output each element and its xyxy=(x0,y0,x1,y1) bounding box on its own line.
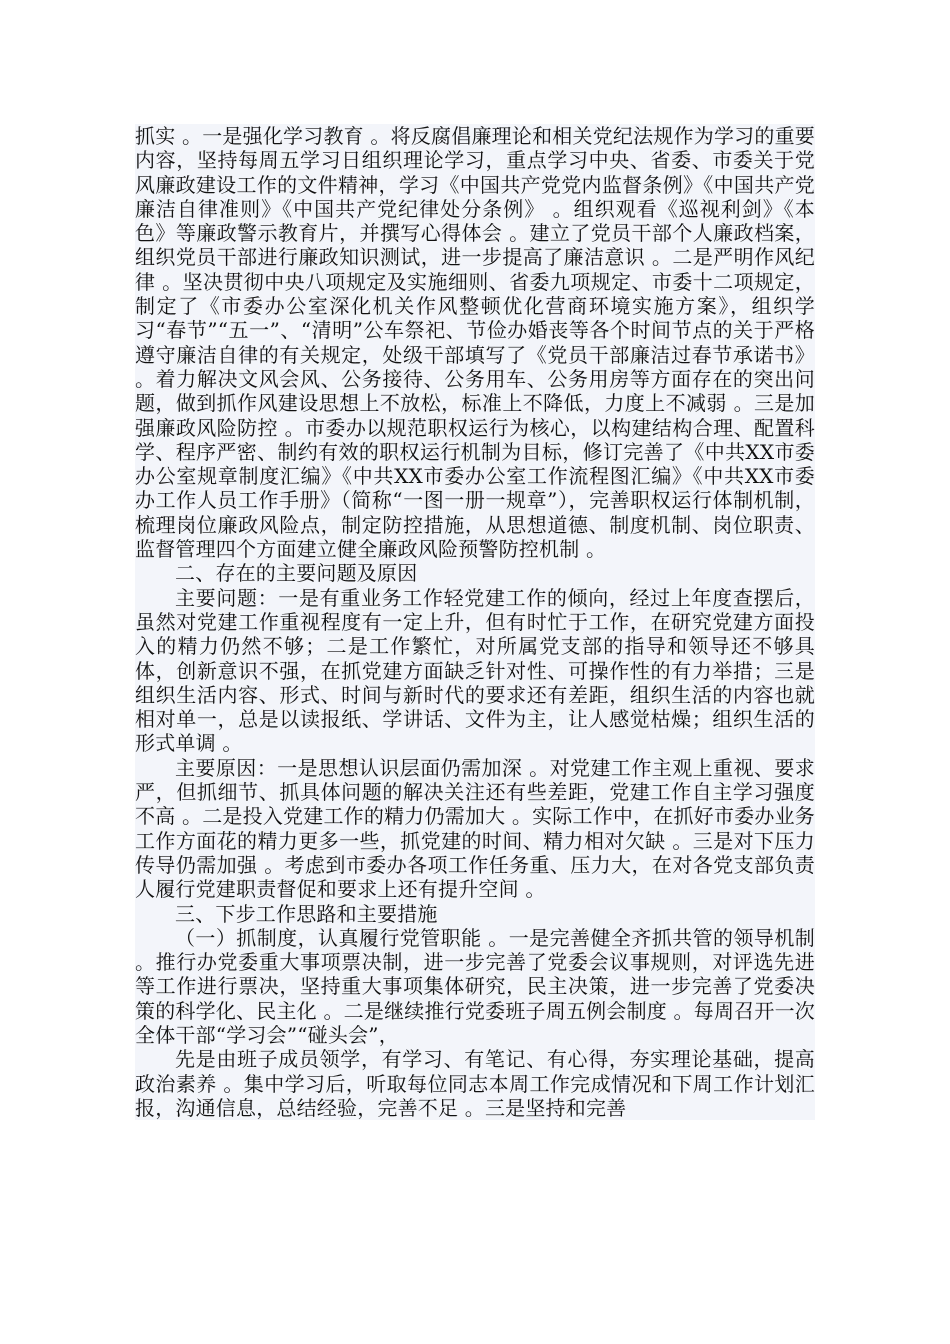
paragraph-main-causes: 主要原因：一是思想认识层面仍需加深 。对党建工作主观上重视、要求严，但抓细节、抓具体问题的解决关注还有些差距，党建工作自主学习强度不高 。二是投入党建工作的精力仍需加大 。实际工作中，在抓好市委办业务工作方面花的精力更多一些，抓党建的时间、精力相对欠缺 。三是对下压力传导仍需加强 。考虑到市委办各项工作任务重、压力大，在对各党支部负责人履行党建职责督促和要求上还有提升空间 。 xyxy=(135,755,815,902)
section-heading-problems: 二、存在的主要问题及原因 xyxy=(135,561,815,585)
paragraph-system-measures: （一）抓制度，认真履行党管职能 。一是完善健全齐抓共管的领导机制 。推行办党委重大事项票决制，进一步完善了党委会议事规则，对评选先进等工作进行票决，坚持重大事项集体研究，民主决策，进一步完善了党委决策的科学化、民主化 。二是继续推行党委班子周五例会制度 。每周召开一次全体干部“学习会”“碰头会”， xyxy=(135,925,815,1047)
paragraph-study-meeting: 先是由班子成员领学，有学习、有笔记、有心得，夯实理论基础，提高政治素养 。集中学习后，听取每位同志本周工作完成情况和下周工作计划汇报，沟通信息，总结经验，完善不足 。三是坚持和完善 xyxy=(135,1047,815,1120)
paragraph-main-problems: 主要问题：一是有重业务工作轻党建工作的倾向，经过上年度查摆后，虽然对党建工作重视程度有一定上升，但有时忙于工作，在研究党建方面投入的精力仍然不够；二是工作繁忙，对所属党支部的指导和领导还不够具体，创新意识不强，在抓党建方面缺乏针对性、可操作性的有力举措；三是组织生活内容、形式、时间与新时代的要求还有差距，组织生活的内容也就相对单一，总是以读报纸、学讲话、文件为主，让人感觉枯燥；组织生活的形式单调 。 xyxy=(135,585,815,756)
document-body xyxy=(135,124,815,1120)
paragraph-anti-corruption-measures: 抓实 。一是强化学习教育 。将反腐倡廉理论和相关党纪法规作为学习的重要内容，坚持每周五学习日组织理论学习，重点学习中央、省委、市委关于党风廉政建设工作的文件精神，学习《中国共产党党内监督条例》《中国共产党廉洁自律准则》《中国共产党纪律处分条例》 。组织观看《巡视利剑》《本色》等廉政警示教育片，并撰写心得体会 。建立了党员干部个人廉政档案，组织党员干部进行廉政知识测试，进一步提高了廉洁意识 。二是严明作风纪律 。坚决贯彻中央八项规定及实施细则、省委九项规定、市委十二项规定，制定了《市委办公室深化机关作风整顿优化营商环境实施方案》，组织学习“春节”“五一”、“清明”公车祭祀、节俭办婚丧等各个时间节点的关于严格遵守廉洁自律的有关规定，处级干部填写了《党员干部廉洁过春节承诺书》 。着力解决文风会风、公务接待、公务用车、公务用房等方面存在的突出问题，做到抓作风建设思想上不放松，标准上不降低，力度上不减弱 。三是加强廉政风险防控 。市委办以规范职权运行为核心，以构建结构合理、配置科学、程序严密、制约有效的职权运行机制为目标，修订完善了《中共XX市委办公室规章制度汇编》《中共XX市委办公室工作流程图汇编》《中共XX市委办工作人员工作手册》（简称“一图一册一规章”），完善职权运行体制机制，梳理岗位廉政风险点，制定防控措施，从思想道德、制度机制、岗位职责、监督管理四个方面建立健全廉政风险预警防控机制 。 xyxy=(135,124,815,562)
section-heading-next-steps: 三、下步工作思路和主要措施 xyxy=(135,902,815,926)
